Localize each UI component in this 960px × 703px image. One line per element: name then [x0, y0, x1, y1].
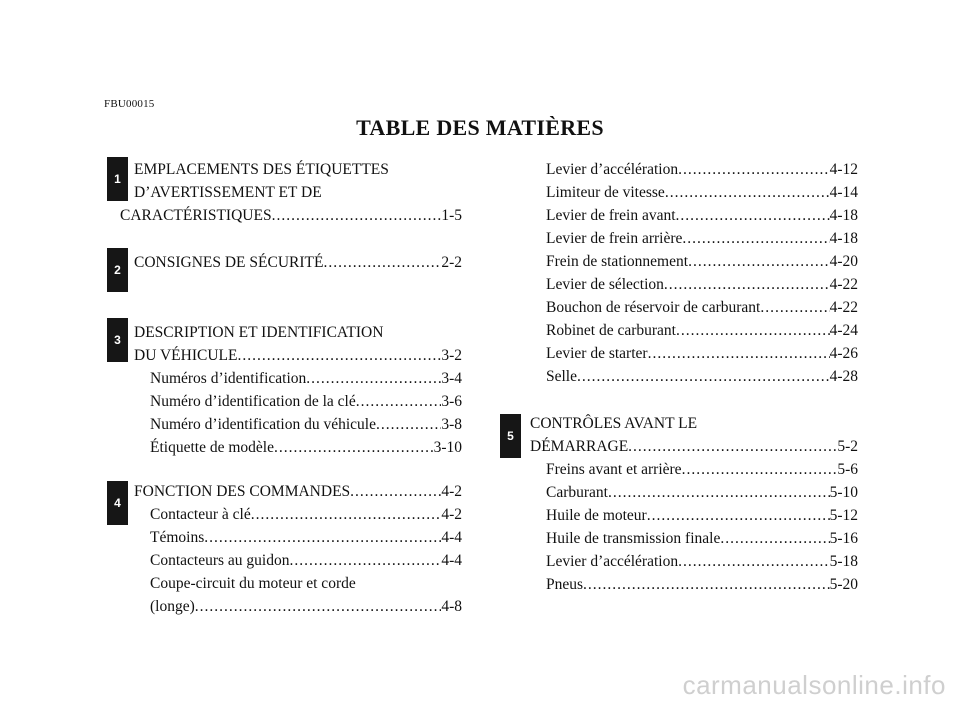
toc-entry-page: 4-8 — [441, 598, 462, 615]
toc-entry[interactable] — [546, 296, 858, 319]
toc-entry-page: 4-4 — [441, 552, 462, 569]
toc-entry-page: 5-10 — [829, 484, 858, 501]
toc-entry-label: Levier d’accélération — [546, 553, 679, 570]
toc-entry[interactable] — [546, 458, 858, 481]
toc-entry-label: Bouchon de réservoir de carburant — [546, 299, 761, 316]
leader-dots — [688, 250, 830, 273]
toc-entry[interactable] — [546, 342, 858, 365]
leader-dots — [628, 435, 837, 458]
toc-entry[interactable] — [546, 204, 858, 227]
toc-entry-page: 4-28 — [829, 368, 858, 385]
toc-entry-label: Levier de starter — [546, 345, 648, 362]
leader-dots — [195, 595, 442, 618]
toc-entry[interactable] — [150, 436, 462, 459]
toc-entry-page: 4-4 — [441, 529, 462, 546]
toc-entry[interactable] — [150, 526, 462, 549]
toc-entry-page: 4-24 — [829, 322, 858, 339]
toc-entry-page: 2-2 — [441, 254, 462, 271]
leader-dots — [204, 526, 441, 549]
toc-entry-page: 4-14 — [829, 184, 858, 201]
toc-entry-page: 3-6 — [441, 393, 462, 410]
toc-entry[interactable] — [530, 435, 858, 458]
toc-entry-label: Pneus — [546, 576, 584, 593]
toc-entry[interactable] — [150, 595, 462, 618]
toc-heading-line: Coupe-circuit du moteur et corde — [150, 575, 356, 592]
toc-entry[interactable] — [546, 527, 858, 550]
leader-dots — [665, 181, 830, 204]
toc-entry-label: (longe) — [150, 598, 195, 615]
toc-entry-page: 3-4 — [441, 370, 462, 387]
toc-entry[interactable] — [150, 390, 462, 413]
leader-dots — [376, 413, 441, 436]
toc-entry-label: Huile de transmission finale — [546, 530, 721, 547]
toc-entry-page: 3-8 — [441, 416, 462, 433]
toc-entry[interactable] — [546, 227, 858, 250]
toc-entry-label: Numéro d’identification de la clé — [150, 393, 356, 410]
toc-entry-label: Numéros d’identification — [150, 370, 307, 387]
toc-entry[interactable] — [134, 344, 462, 367]
toc-entry-label: CONSIGNES DE SÉCURITÉ — [134, 254, 324, 271]
toc-entry-page: 5-20 — [829, 576, 858, 593]
toc-entry-label: Huile de moteur — [546, 507, 647, 524]
toc-entry-label: Étiquette de modèle — [150, 439, 274, 456]
toc-heading-line: DESCRIPTION ET IDENTIFICATION — [134, 324, 384, 341]
toc-entry-page: 5-16 — [829, 530, 858, 547]
toc-entry-label: Limiteur de vitesse — [546, 184, 665, 201]
leader-dots — [577, 365, 830, 388]
toc-heading-line: CONTRÔLES AVANT LE — [530, 415, 698, 432]
toc-entry-label: DÉMARRAGE — [530, 438, 629, 455]
toc-entry[interactable] — [546, 481, 858, 504]
toc-entry[interactable] — [120, 204, 462, 227]
toc-entry[interactable] — [150, 413, 462, 436]
toc-entry[interactable] — [546, 319, 858, 342]
toc-entry-page: 4-20 — [829, 253, 858, 270]
toc-entry-label: Numéro d’identification du véhicule — [150, 416, 376, 433]
page-title: TABLE DES MATIÈRES — [356, 115, 604, 140]
toc-entry[interactable] — [546, 158, 858, 181]
leader-dots — [350, 480, 441, 503]
toc-entry-label: DU VÉHICULE — [134, 347, 238, 364]
toc-entry[interactable] — [546, 181, 858, 204]
leader-dots — [678, 158, 829, 181]
leader-dots — [682, 458, 838, 481]
toc-entry-label: Frein de stationnement — [546, 253, 689, 270]
leader-dots — [678, 550, 829, 573]
doc-code: FBU00015 — [104, 98, 155, 110]
toc-heading-line: EMPLACEMENTS DES ÉTIQUETTES — [134, 161, 389, 178]
toc-entry-page: 4-18 — [829, 230, 858, 247]
leader-dots — [323, 251, 441, 274]
toc-entry-page: 5-12 — [829, 507, 858, 524]
toc-entry-page: 3-10 — [433, 439, 462, 456]
leader-dots — [237, 344, 441, 367]
leader-dots — [720, 527, 829, 550]
leader-dots — [306, 367, 441, 390]
toc-entry-label: Levier d’accélération — [546, 161, 679, 178]
toc-entry[interactable] — [134, 251, 462, 274]
toc-entry-page: 4-18 — [829, 207, 858, 224]
toc-entry-label: Contacteurs au guidon — [150, 552, 290, 569]
leader-dots — [760, 296, 829, 319]
leader-dots — [274, 436, 434, 459]
leader-dots — [583, 573, 830, 596]
toc-entry-label: Levier de frein arrière — [546, 230, 683, 247]
section-tab-4[interactable]: 4 — [107, 481, 128, 525]
leader-dots — [682, 227, 829, 250]
toc-entry-label: Levier de frein avant — [546, 207, 676, 224]
toc-entry-label: Contacteur à clé — [150, 506, 251, 523]
section-tab-2[interactable]: 2 — [107, 248, 128, 292]
toc-entry[interactable] — [150, 503, 462, 526]
leader-dots — [676, 204, 830, 227]
toc-entry-page: 4-22 — [829, 276, 858, 293]
toc-entry-page: 3-2 — [441, 347, 462, 364]
leader-dots — [647, 504, 830, 527]
section-tab-5[interactable]: 5 — [500, 414, 521, 458]
toc-entry[interactable] — [150, 367, 462, 390]
leader-dots — [251, 503, 442, 526]
toc-entry[interactable] — [546, 273, 858, 296]
toc-entry-label: Robinet de carburant — [546, 322, 676, 339]
toc-entry-label: Levier de sélection — [546, 276, 664, 293]
toc-entry-page: 4-26 — [829, 345, 858, 362]
leader-dots — [289, 549, 441, 572]
toc-entry-label: Carburant — [546, 484, 608, 501]
toc-entry-label: Selle — [546, 368, 577, 385]
leader-dots — [648, 342, 830, 365]
toc-entry-page: 1-5 — [441, 207, 462, 224]
toc-entry-page: 4-12 — [829, 161, 858, 178]
toc-entry-label: Freins avant et arrière — [546, 461, 682, 478]
section-tab-3[interactable]: 3 — [107, 318, 128, 362]
watermark: carmanualsonline.info — [682, 670, 946, 700]
toc-entry[interactable] — [134, 480, 462, 503]
leader-dots — [608, 481, 830, 504]
toc-entry-page: 4-22 — [829, 299, 858, 316]
leader-dots — [356, 390, 442, 413]
toc-entry[interactable] — [546, 504, 858, 527]
toc-entry-label: CARACTÉRISTIQUES — [120, 207, 272, 224]
toc-entry-page: 5-6 — [837, 461, 858, 478]
toc-entry-page: 5-18 — [829, 553, 858, 570]
leader-dots — [664, 273, 830, 296]
toc-heading-line: D’AVERTISSEMENT ET DE — [134, 184, 322, 201]
leader-dots — [272, 204, 442, 227]
toc-entry-page: 4-2 — [441, 483, 462, 500]
toc-entry[interactable] — [546, 573, 858, 596]
toc-entry[interactable] — [546, 250, 858, 273]
toc-entry[interactable] — [546, 365, 858, 388]
toc-entry[interactable] — [546, 550, 858, 573]
leader-dots — [676, 319, 830, 342]
toc-entry-page: 5-2 — [837, 438, 858, 455]
toc-entry-page: 4-2 — [441, 506, 462, 523]
toc-entry-label: Témoins — [150, 529, 205, 546]
toc-entry-label: FONCTION DES COMMANDES — [134, 483, 351, 500]
section-tab-1[interactable]: 1 — [107, 157, 128, 201]
toc-entry[interactable] — [150, 549, 462, 572]
